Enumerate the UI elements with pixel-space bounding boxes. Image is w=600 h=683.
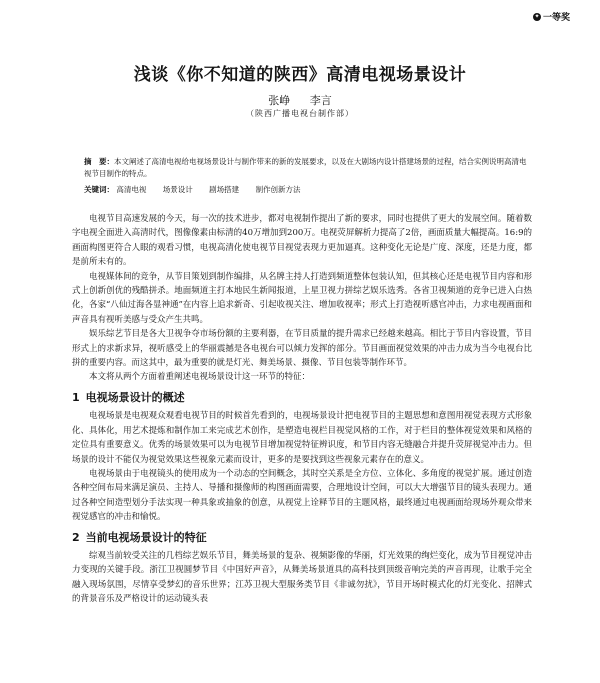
keywords <box>84 184 528 196</box>
author-name: 李言 <box>309 94 332 107</box>
keywords-label: 关键词： <box>84 185 114 194</box>
body-paragraph: 电视媒体间的竞争，从节目策划到制作编排，从名牌主持人打造到频道整体包装认知，但其核心还是电视节目内容和形式上创新创优的残酷拼杀。地面频道主打本地民生新闻报道，上星卫视力拼综艺娱乐选秀。各省卫视频道的竞争已进入白热化，各家“八仙过海各显神通”在内容上追求新奇、引起收视关注、增加收视率；形式上打造视听感官冲击，力求电视画面和声音具有视听美感与受众产生共鸣。 <box>72 271 532 325</box>
award-badge <box>533 10 570 23</box>
body-paragraph: 电视场景是电视观众观看电视节目的时候首先看到的，电视场景设计把电视节目的主题思想和意图用视觉表现方式形象化、具体化，用艺术提炼和制作加工来完成艺术创作，是塑造电视栏目视觉风格的工作，对于栏目的整体视觉效果和风格的定位具有重要意义。优秀的场景效果可以为电视节目增加视觉特征辨识度，和节目内容无缝融合并提升荧屏视觉冲击力。但场景的设计不能仅为视觉效果这些视象元素而设计，更多的是要找到这些视象元素存在的意义。 <box>72 411 532 465</box>
keyword: 高清电视 <box>116 185 147 194</box>
section-title: 当前电视场景设计的特征 <box>85 530 207 544</box>
section-number: 1 <box>72 390 80 404</box>
keyword: 制作创新方法 <box>255 185 301 194</box>
section-heading-2 <box>72 531 532 545</box>
paper-title: 浅谈《你不知道的陕西》高清电视场景设计 <box>133 65 467 85</box>
abstract-text: 本文阐述了高清电视给电视场景设计与制作带来的新的发展要求，以及在大剧场内设计搭建场景的过程，结合实例说明高清电视节目制作的特点。 <box>84 157 527 178</box>
award-badge-label: 一等奖 <box>542 13 570 23</box>
author-name: 张峥 <box>268 94 291 107</box>
article-body <box>72 212 532 607</box>
author-list <box>0 92 600 108</box>
body-paragraph: 娱乐综艺节目是各大卫视争夺市场份额的主要利器，在节目质量的提升需求已经越来越高。相比于节目内容设置，节目形式上的求新求异，视听感受上的华丽震撼是各电视台可以倾力发挥的部分。节目画面视觉效果的冲击力成为当今电视台比拼的重要内容。而这其中，最为重要的就是灯光、舞美场景、摄像、节目包装等制作环节。 <box>72 329 532 369</box>
award-bullet-icon: ✦ <box>534 12 540 20</box>
section-heading-1 <box>72 391 532 405</box>
body-paragraph: 综观当前较受关注的几档综艺娱乐节目，舞美场景的复杂、视频影像的华丽，灯光效果的绚烂变化，成为节目视觉冲击力变现的关键手段。浙江卫视圆梦节目《中国好声音》，从舞美场景道具的高科技到顶级音响完美的声音再现，让歌手完全融入现场氛围，尽情享受梦幻的音乐世界；江苏卫视大型服务类节目《非诚勿扰》，节目开场时模式化的灯光变化、招牌式的背景音乐及严格设计的运动镜头表 <box>72 550 532 605</box>
keyword: 剧场搭建 <box>209 185 240 194</box>
abstract-label: 摘 要： <box>84 157 114 166</box>
section-title: 电视场景设计的概述 <box>85 390 185 404</box>
keyword: 场景设计 <box>162 185 193 194</box>
abstract <box>84 156 528 180</box>
author-affiliation: （陕西广播电视台制作部） <box>246 109 354 118</box>
body-paragraph: 电视节目高速发展的今天，每一次的技术进步，都对电视制作提出了新的要求，同时也提供了更大的发展空间。随着数字电视全面进入高清时代，图像像素由标清的40万增加到200万。电视荧屏解析力提高了2倍，画面质量大幅提高。16:9的画面构图更符合人眼的观看习惯，电视高清化使电视节目视觉表现力更加逼真。这种变化无论是广度、深度，还是力度，都是前所未有的。 <box>72 214 532 268</box>
body-paragraph: 电视场景由于电视镜头的使用成为一个动态的空间概念，其时空关系是全方位、立体化、多角度的视觉扩展。通过创造各种空间布局来满足演员、主持人、导播和摄像师的构图画面需要，合理地设计空间，可以大大增强节目的镜头表现力。通过各种空间造型划分手法实现一种具象或抽象的创意，从视觉上诠释节目的主题风格，最终通过电视画面给现场外观众带来视觉感官的冲击和愉悦。 <box>72 468 532 523</box>
body-paragraph: 本文将从两个方面着重阐述电视场景设计这一环节的特征： <box>89 372 311 383</box>
section-number: 2 <box>72 530 80 544</box>
